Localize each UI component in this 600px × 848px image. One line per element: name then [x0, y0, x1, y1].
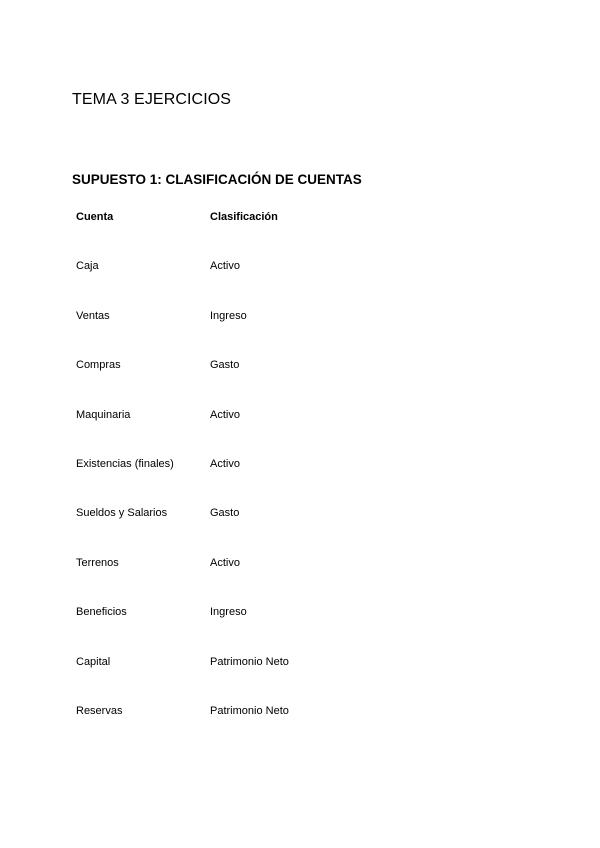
account-cell: Terrenos	[76, 556, 119, 569]
classification-cell: Gasto	[210, 507, 240, 520]
table-row	[76, 507, 376, 556]
table-row	[76, 409, 376, 458]
classification-cell: Ingreso	[210, 309, 247, 322]
account-cell: Capital	[76, 655, 111, 668]
account-cell: Reservas	[76, 704, 123, 717]
column-header-clasificacion: Clasificación	[210, 211, 278, 223]
account-cell: Maquinaria	[76, 408, 131, 421]
account-cell: Sueldos y Salarios	[76, 507, 168, 520]
classification-cell: Activo	[210, 408, 240, 421]
table-row	[76, 557, 376, 606]
table-row	[76, 458, 376, 507]
page-title: TEMA 3 EJERCICIOS	[72, 91, 232, 108]
classification-cell: Patrimonio Neto	[210, 704, 289, 717]
table-header-row	[76, 211, 376, 260]
table-row	[76, 310, 376, 359]
classification-table	[76, 211, 376, 754]
account-cell: Beneficios	[76, 606, 127, 619]
account-cell: Caja	[76, 260, 99, 273]
column-header-cuenta: Cuenta	[76, 211, 114, 223]
table-row	[76, 359, 376, 408]
section-title: SUPUESTO 1: CLASIFICACIÓN DE CUENTAS	[72, 172, 362, 187]
table-row	[76, 606, 376, 655]
classification-cell: Activo	[210, 457, 240, 470]
classification-cell: Activo	[210, 556, 240, 569]
account-cell: Ventas	[76, 309, 110, 322]
table-row	[76, 656, 376, 705]
classification-cell: Patrimonio Neto	[210, 655, 289, 668]
classification-cell: Activo	[210, 260, 240, 273]
table-row	[76, 705, 376, 754]
account-cell: Existencias (finales)	[76, 457, 174, 470]
table-row	[76, 260, 376, 309]
classification-cell: Ingreso	[210, 606, 247, 619]
account-cell: Compras	[76, 359, 121, 372]
classification-cell: Gasto	[210, 359, 240, 372]
